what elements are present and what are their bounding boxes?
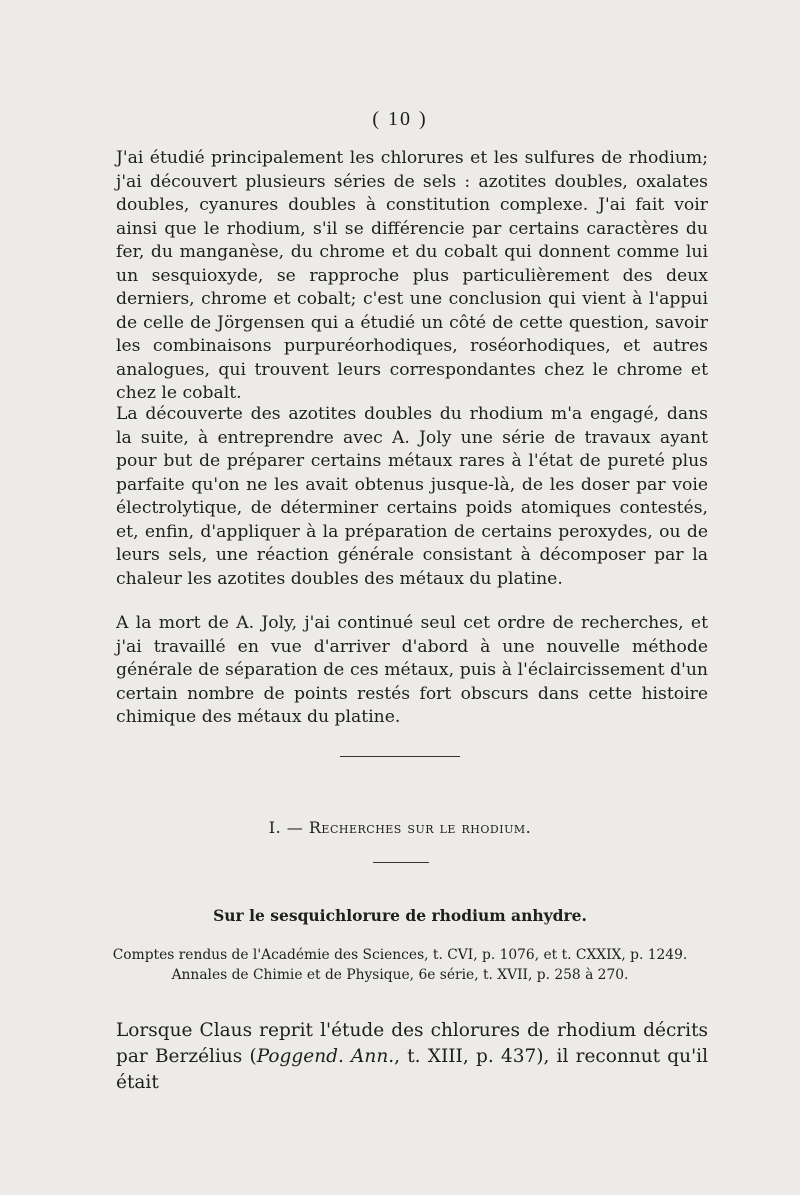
section-title: Recherches sur le rhodium. — [308, 818, 532, 837]
paragraph-2 — [116, 403, 708, 591]
section-numeral: I. — — [268, 818, 304, 837]
paragraph-3 — [116, 612, 708, 730]
paragraph-4-start: Lorsque Claus reprit l'étude des chlorures de rhodium décrits par Berzélius ( — [116, 1020, 708, 1067]
paragraph-2-text: La découverte des azotites doubles du rhodium m'a engagé, dans la suite, à entreprendre avec A. Joly une série de travaux ayant pour but de préparer certains métaux rares à l'état de pureté plus parfaite qu'on ne les avait obtenus jusque-là, de les doser par voie électrolytique, de déterminer certains poids atomiques contestés, et, enfin, d'appliquer à la préparation de certains peroxydes, ou de leurs sels, une réaction générale consistant à décomposer par la chaleur les azotites doubles des métaux du platine. — [116, 404, 708, 589]
section-divider — [340, 756, 460, 757]
subsection-divider — [373, 862, 429, 863]
paragraph-4-citation: Poggend. Ann. — [256, 1046, 395, 1067]
subsection-title: Sur le sesquichlorure de rhodium anhydre. — [213, 906, 587, 925]
paragraph-4-end: , t. XIII, p. 437), il reconnut qu'il était — [116, 1046, 708, 1093]
paragraph-3-text: A la mort de A. Joly, j'ai continué seul cet ordre de recherches, et j'ai travaillé en vue d'arriver d'abord à une nouvelle méthode générale de séparation de ces métaux, puis à l'éclaircissement d'un certain nombre de points restés fort obscurs dans cette histoire chimique des métaux du platine. — [116, 613, 708, 727]
reference-annales: Annales de Chimie et de Physique, 6e série, t. XVII, p. 258 à 270. — [171, 967, 629, 983]
reference-comptes-rendus: Comptes rendus de l'Académie des Sciences, t. CVI, p. 1076, et t. CXXIX, p. 1249. — [112, 947, 688, 963]
page-number: ( 10 ) — [372, 108, 428, 130]
paragraph-1 — [116, 147, 708, 406]
paragraph-4 — [116, 1018, 708, 1096]
paragraph-1-text: J'ai étudié principalement les chlorures et les sulfures de rhodium; j'ai découvert plusieurs séries de sels : azotites doubles, oxalates doubles, cyanures doubles à constitution complexe. J'ai fait voir ainsi que le rhodium, s'il se différencie par certains caractères du fer, du manganèse, du chrome et du cobalt qui donnent comme lui un sesquioxyde, se rapproche plus particulièrement des deux derniers, chrome et cobalt; c'est une conclusion qui vient à l'appui de celle de Jörgensen qui a étudié un côté de cette question, savoir les combinaisons purpuréorhodiques, roséorhodiques, et autres analogues, qui trouvent leurs correspondantes chez le chrome et chez le cobalt. — [116, 148, 708, 403]
section-heading — [0, 818, 800, 837]
